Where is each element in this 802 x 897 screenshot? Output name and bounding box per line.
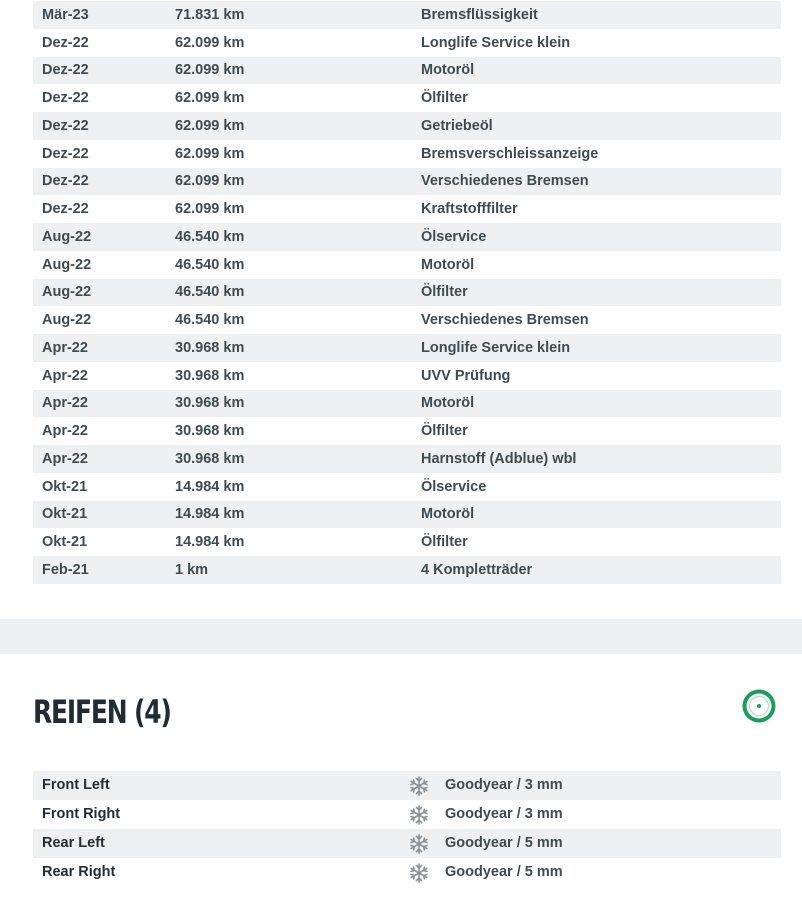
- service-description: Ölfilter: [421, 284, 468, 301]
- service-mileage: 30.968 km: [175, 395, 245, 412]
- service-description: Motoröl: [421, 506, 475, 523]
- service-date: Mär-23: [42, 6, 89, 23]
- service-date: Dez-22: [42, 90, 89, 107]
- service-date: Dez-22: [42, 145, 89, 162]
- service-description: Ölfilter: [421, 90, 468, 107]
- table-row: [33, 362, 781, 390]
- service-date: Apr-22: [42, 450, 88, 467]
- service-mileage: 71.831 km: [175, 6, 245, 23]
- table-row: [33, 140, 781, 168]
- service-mileage: 62.099 km: [175, 173, 245, 190]
- service-mileage: 14.984 km: [175, 534, 245, 551]
- tire-position: Front Left: [42, 777, 110, 793]
- service-description: Motoröl: [421, 256, 475, 273]
- service-description: Verschiedenes Bremsen: [421, 173, 589, 190]
- service-date: Dez-22: [42, 34, 89, 51]
- table-row: [33, 195, 781, 223]
- tire-row: [33, 771, 781, 800]
- service-mileage: 30.968 km: [175, 423, 245, 440]
- service-mileage: 14.984 km: [175, 478, 245, 495]
- table-row: [33, 417, 781, 445]
- service-description: Ölfilter: [421, 423, 468, 440]
- table-row: [33, 556, 781, 584]
- service-date: Dez-22: [42, 201, 89, 218]
- service-date: Okt-21: [42, 534, 88, 551]
- table-row: [33, 29, 781, 57]
- service-description: Bremsverschleissanzeige: [421, 145, 599, 162]
- service-date: Dez-22: [42, 117, 89, 134]
- tire-brand-depth: Goodyear / 3 mm: [445, 777, 563, 793]
- table-row: [33, 501, 781, 529]
- snowflake-icon: [408, 775, 430, 797]
- tire-icon: [741, 688, 777, 724]
- tire-position: Rear Left: [42, 835, 105, 851]
- table-row: [33, 84, 781, 112]
- service-date: Dez-22: [42, 173, 89, 190]
- table-row: [33, 57, 781, 85]
- tire-row: [33, 829, 781, 858]
- service-description: 4 Kompletträder: [421, 561, 533, 578]
- tire-brand-depth: Goodyear / 3 mm: [445, 806, 563, 822]
- table-row: [33, 251, 781, 279]
- service-date: Aug-22: [42, 228, 92, 245]
- table-row: [33, 1, 781, 29]
- service-description: Verschiedenes Bremsen: [421, 312, 589, 329]
- tire-position: Rear Right: [42, 864, 116, 880]
- service-description: Longlife Service klein: [421, 339, 571, 356]
- table-row: [33, 528, 781, 556]
- table-row: [33, 334, 781, 362]
- service-date: Okt-21: [42, 506, 88, 523]
- service-description: Motoröl: [421, 395, 475, 412]
- service-date: Aug-22: [42, 312, 92, 329]
- service-mileage: 30.968 km: [175, 450, 245, 467]
- service-mileage: 46.540 km: [175, 228, 245, 245]
- service-date: Aug-22: [42, 256, 92, 273]
- service-mileage: 62.099 km: [175, 117, 245, 134]
- section-divider: [0, 619, 802, 654]
- service-mileage: 30.968 km: [175, 339, 245, 356]
- table-row: [33, 390, 781, 418]
- service-date: Dez-22: [42, 62, 89, 79]
- service-mileage: 30.968 km: [175, 367, 245, 384]
- table-row: [33, 112, 781, 140]
- service-description: Bremsflüssigkeit: [421, 6, 538, 23]
- table-row: [33, 445, 781, 473]
- table-row: [33, 168, 781, 196]
- service-description: Longlife Service klein: [421, 34, 571, 51]
- table-row: [33, 306, 781, 334]
- table-row: [33, 279, 781, 307]
- tire-brand-depth: Goodyear / 5 mm: [445, 864, 563, 880]
- tire-row: [33, 800, 781, 829]
- service-date: Apr-22: [42, 395, 88, 412]
- service-description: Ölservice: [421, 228, 487, 245]
- snowflake-icon: [408, 804, 430, 826]
- service-mileage: 14.984 km: [175, 506, 245, 523]
- service-description: UVV Prüfung: [421, 367, 511, 384]
- service-mileage: 62.099 km: [175, 201, 245, 218]
- service-history-table: [33, 1, 781, 584]
- service-mileage: 62.099 km: [175, 90, 245, 107]
- service-date: Apr-22: [42, 423, 88, 440]
- service-date: Aug-22: [42, 284, 92, 301]
- tire-brand-depth: Goodyear / 5 mm: [445, 835, 563, 851]
- service-description: Motoröl: [421, 62, 475, 79]
- service-description: Getriebeöl: [421, 117, 493, 134]
- service-mileage: 62.099 km: [175, 34, 245, 51]
- service-description: Ölservice: [421, 478, 487, 495]
- tire-row: [33, 858, 781, 887]
- service-mileage: 46.540 km: [175, 312, 245, 329]
- service-date: Apr-22: [42, 367, 88, 384]
- snowflake-icon: [408, 833, 430, 855]
- service-mileage: 62.099 km: [175, 145, 245, 162]
- service-description: Harnstoff (Adblue) wbl: [421, 450, 577, 467]
- tire-position: Front Right: [42, 806, 121, 822]
- service-description: Kraftstofffilter: [421, 201, 518, 218]
- service-mileage: 62.099 km: [175, 62, 245, 79]
- service-date: Okt-21: [42, 478, 88, 495]
- service-date: Apr-22: [42, 339, 88, 356]
- tires-section-title: REIFEN (4): [33, 693, 171, 731]
- service-date: Feb-21: [42, 561, 89, 578]
- tires-table: [33, 771, 781, 887]
- service-mileage: 46.540 km: [175, 256, 245, 273]
- table-row: [33, 223, 781, 251]
- table-row: [33, 473, 781, 501]
- service-description: Ölfilter: [421, 534, 468, 551]
- service-mileage: 1 km: [175, 561, 209, 578]
- service-mileage: 46.540 km: [175, 284, 245, 301]
- snowflake-icon: [408, 862, 430, 884]
